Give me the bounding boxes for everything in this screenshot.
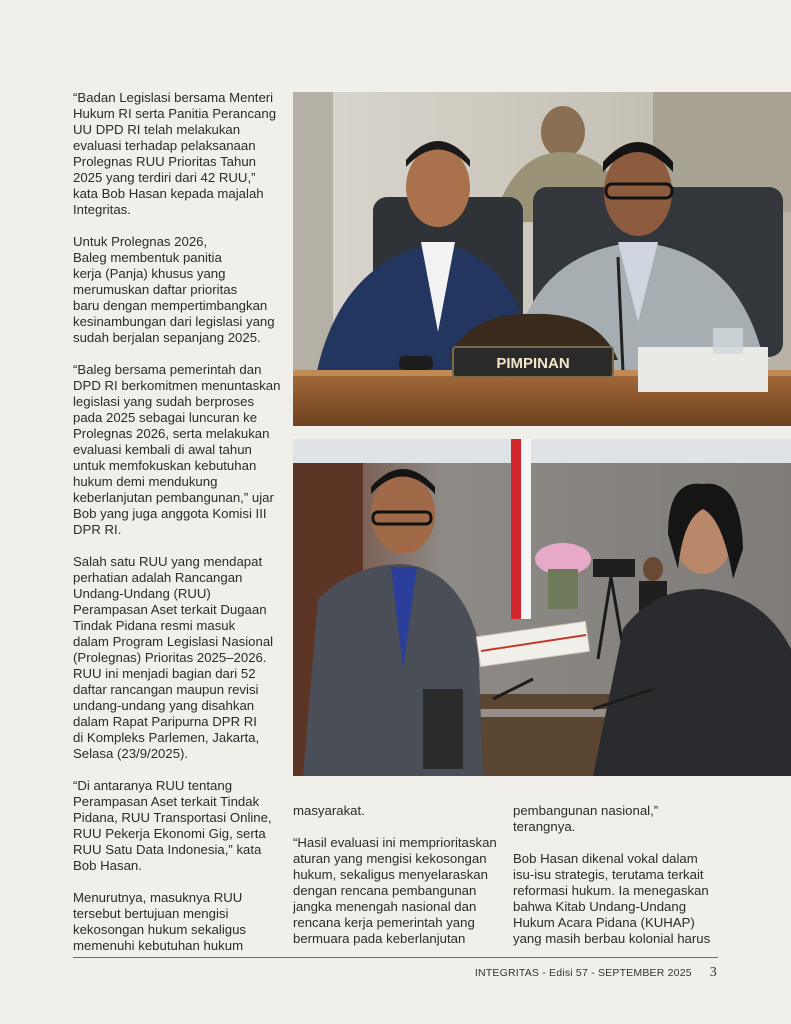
paragraph: Untuk Prolegnas 2026, Baleg membentuk panitia kerja (Panja) khusus yang merumuskan daftar prioritas baru dengan mempertimbangkan kesinambungan dari legislasi yang sudah berjalan sepanjang 2025. xyxy=(73,234,275,345)
article-right-column xyxy=(513,803,728,963)
nameplate-text: PIMPINAN xyxy=(496,355,570,372)
paragraph: “Badan Legislasi bersama Menteri Hukum RI serta Panitia Perancang UU DPD RI telah melakukan evaluasi terhadap pelaksanaan Prolegnas RUU Prioritas Tahun 2025 yang terdiri dari 42 RUU,” kata Bob Hasan kepada majalah Integritas. xyxy=(73,90,277,217)
paragraph: Salah satu RUU yang mendapat perhatian adalah Rancangan Undang-Undang (RUU) Perampasan Aset terkait Dugaan Tindak Pidana resmi masuk dalam Program Legislasi Nasional (Prolegnas) Prioritas 2025–2026. RUU ini menjadi bagian dari 52 daftar rancangan maupun revisi undang-undang yang disahkan dalam Rapat Paripurna DPR RI di Kompleks Parlemen, Jakarta, Selasa (23/9/2025). xyxy=(73,554,274,761)
article-middle-column xyxy=(293,803,503,963)
photo-document-handover xyxy=(293,439,791,776)
footer-date: SEPTEMBER 2025 xyxy=(597,967,692,979)
page-number: 3 xyxy=(709,965,717,980)
photo-meeting-leaders xyxy=(293,92,791,426)
footer-info xyxy=(475,967,692,979)
paragraph: pembangunan nasional,” terangnya. xyxy=(513,803,659,834)
paragraph: “Hasil evaluasi ini memprioritaskan aturan yang mengisi kekosongan hukum, sekaligus menyelaraskan dengan rencana pembangunan jangka menengah nasional dan rencana kerja pemerintah yang bermuara pada keberlanjutan xyxy=(293,835,497,946)
page-footer xyxy=(475,965,717,981)
paragraph: Menurutnya, masuknya RUU tersebut bertujuan mengisi kekosongan hukum sekaligus memenuhi kebutuhan hukum xyxy=(73,890,247,953)
paragraph: Bob Hasan dikenal vokal dalam isu-isu strategis, terutama terkait reformasi hukum. Ia menegaskan bahwa Kitab Undang-Undang Hukum Acara Pidana (KUHAP) yang masih berbau kolonial harus xyxy=(513,851,711,946)
footer-magazine: INTEGRITAS xyxy=(474,967,540,979)
footer-edition: Edisi 57 xyxy=(549,967,589,979)
paragraph: masyarakat. xyxy=(293,803,365,818)
footer-separator: - xyxy=(588,967,598,979)
footer-divider xyxy=(73,957,718,958)
footer-separator: - xyxy=(539,967,550,979)
paragraph: “Baleg bersama pemerintah dan DPD RI berkomitmen menuntaskan legislasi yang sudah berproses pada 2025 sebagai luncuran ke Prolegnas 2026, serta melakukan evaluasi kembali di awal tahun untuk memfokuskan kebutuhan hukum demi mendukung keberlanjutan pembangunan,” ujar Bob yang juga anggota Komisi III DPR RI. xyxy=(73,362,281,537)
article-left-column xyxy=(73,90,283,970)
paragraph: “Di antaranya RUU tentang Perampasan Aset terkait Tindak Pidana, RUU Transportasi Online, RUU Pekerja Ekonomi Gig, serta RUU Satu Data Indonesia,” kata Bob Hasan. xyxy=(73,778,272,873)
